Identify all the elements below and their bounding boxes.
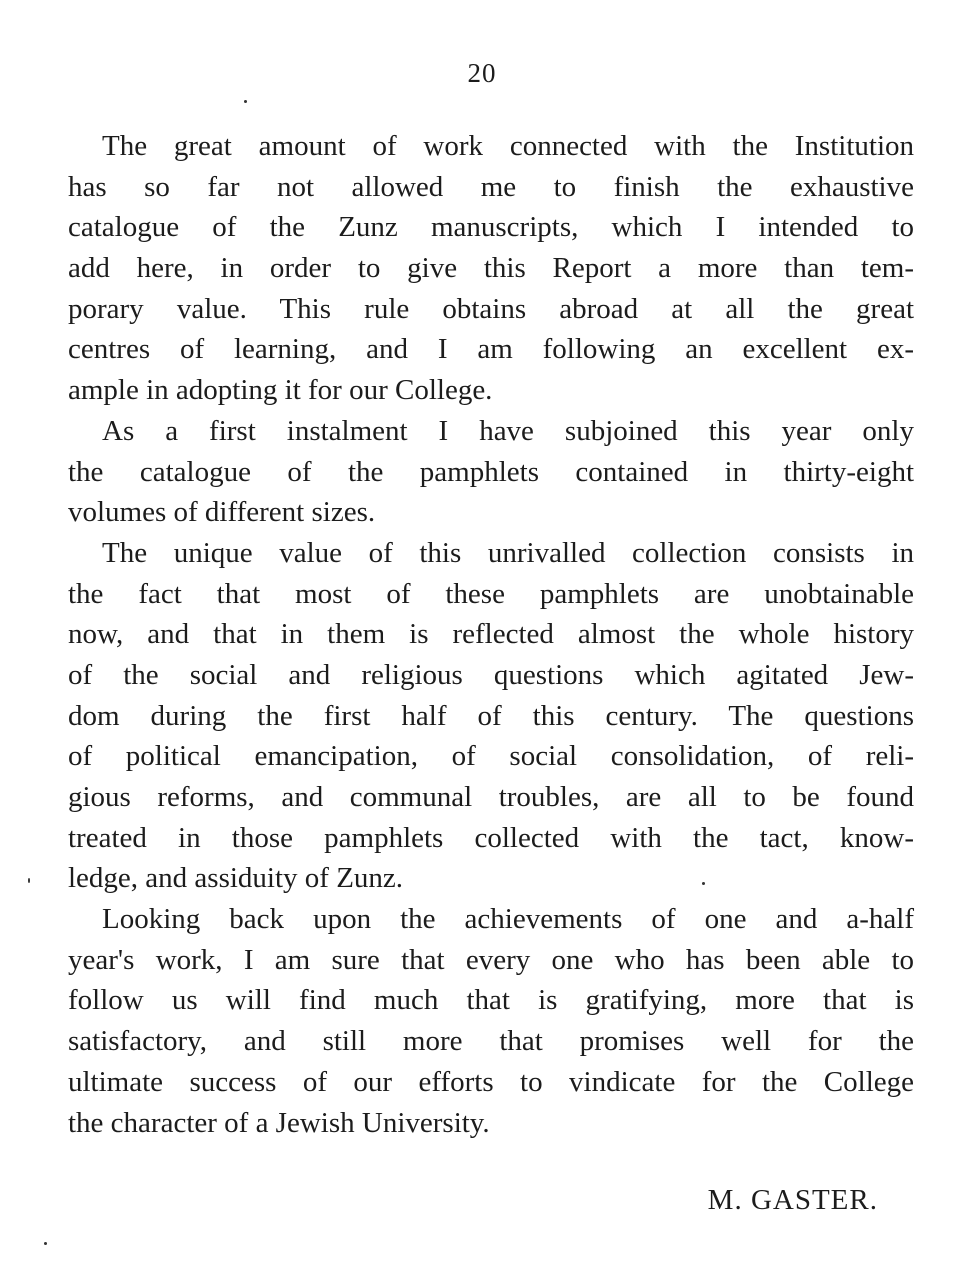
text-line: has so far not allowed me to finish the exhaustive: [68, 170, 914, 203]
text-line: of political emancipation, of social consolidation, of reli-: [68, 740, 914, 773]
text-line: dom during the first half of this century. The questions: [68, 699, 914, 732]
text-line: gious reforms, and communal troubles, are all to be found: [68, 781, 914, 813]
text-line: porary value. This rule obtains abroad at all the great: [68, 292, 914, 325]
scan-speck: [44, 1242, 47, 1245]
text-line: satisfactory, and still more that promises well for the: [68, 1025, 914, 1058]
text-line: treated in those pamphlets collected with the tact, know-: [68, 821, 914, 854]
body-text: [68, 126, 914, 1143]
text-line: catalogue of the Zunz manuscripts, which I intended to: [68, 211, 914, 244]
text-line: follow us will find much that is gratifying, more that is: [68, 984, 914, 1017]
text-line: the catalogue of the pamphlets contained in thirty-eight: [68, 455, 914, 488]
text-line: year's work, I am sure that every one who has been able to: [68, 943, 914, 976]
text-line: the fact that most of these pamphlets are unobtainable: [68, 577, 914, 610]
paragraph: [68, 126, 914, 411]
text-line: As a first instalment I have subjoined this year only: [102, 414, 914, 447]
scan-speck: [244, 100, 247, 103]
text-line: now, and that in them is reflected almost the whole history: [68, 618, 914, 651]
paragraph: [68, 533, 914, 899]
text-line: ultimate success of our efforts to vindicate for the College: [68, 1065, 914, 1098]
text-line: centres of learning, and I am following an excellent ex-: [68, 333, 914, 366]
text-line: ample in adopting it for our College.: [68, 374, 493, 407]
paragraph: [68, 411, 914, 533]
page-number: 20: [467, 58, 497, 88]
text-line: of the social and religious questions which agitated Jew-: [68, 658, 914, 691]
text-line: add here, in order to give this Report a more than tem-: [68, 252, 914, 285]
paragraph: [68, 899, 914, 1143]
text-line: ledge, and assiduity of Zunz.: [68, 862, 404, 895]
text-line: the character of a Jewish University.: [68, 1106, 490, 1139]
text-line: volumes of different sizes.: [68, 496, 376, 529]
text-line: The unique value of this unrivalled collection consists in: [102, 536, 914, 569]
scan-speck: [702, 882, 705, 885]
scan-speck: [28, 878, 30, 883]
text-line: Looking back upon the achievements of one and a-half: [102, 903, 914, 936]
signature: M. GASTER.: [707, 1184, 878, 1216]
text-line: The great amount of work connected with the Institution: [102, 130, 914, 162]
